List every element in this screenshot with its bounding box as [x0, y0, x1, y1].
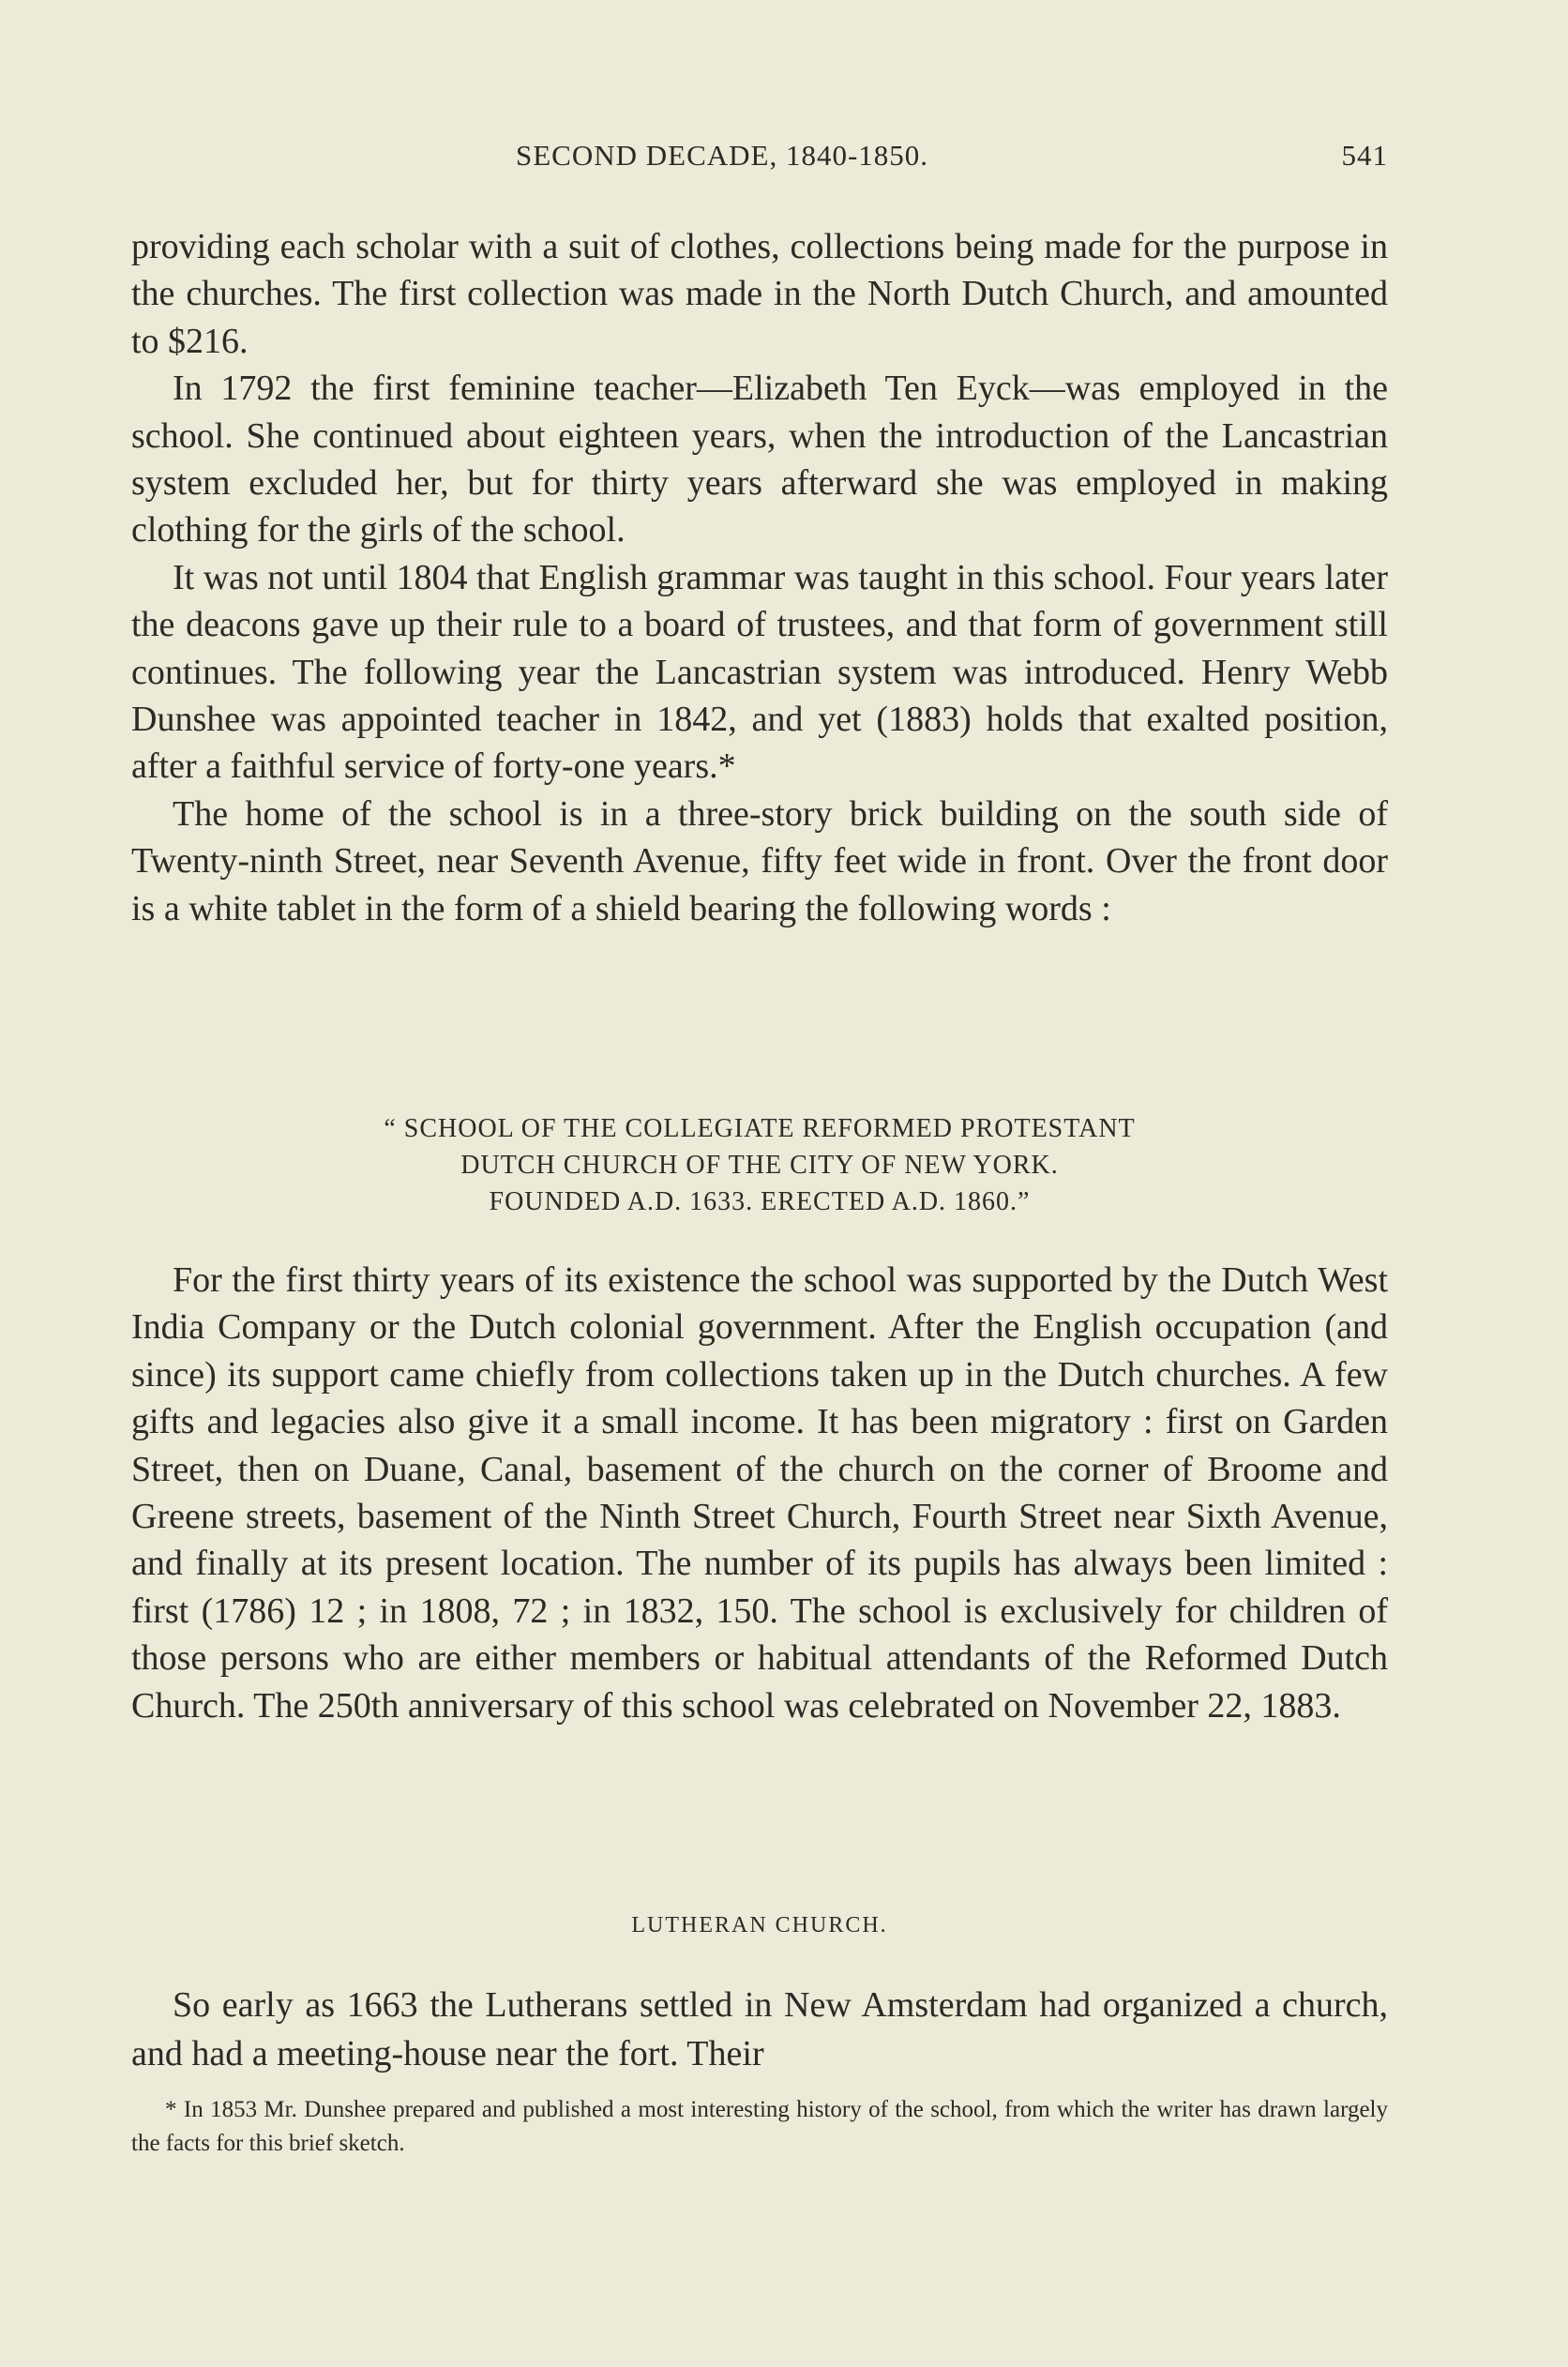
section-body-text [131, 1981, 1388, 2078]
paragraph: providing each scholar with a suit of clothes, collections being made for the purpose in the churches. The first collection was made in the North Dutch Church, and amounted to $216. [131, 227, 1388, 361]
inscription-line: “ SCHOOL OF THE COLLEGIATE REFORMED PROTESTANT [384, 1114, 1136, 1143]
running-head-title: SECOND DECADE, 1840-1850. [516, 139, 929, 172]
paragraph: In 1792 the first feminine teacher—Elizabeth Ten Eyck—was employed in the school. She continued about eighteen years, when the introduction of the Lancastrian system excluded her, but for thirty years afterward she was employed in making clothing for the girls of the school. [131, 369, 1388, 550]
paragraph: So early as 1663 the Lutherans settled in New Amsterdam had organized a church, and had a meeting-house near the fort. Their [131, 1985, 1388, 2073]
body-text-continued [131, 1257, 1388, 1729]
footnote [131, 2093, 1388, 2161]
body-text [131, 223, 1388, 932]
footnote-text: * In 1853 Mr. Dunshee prepared and published a most interesting history of the school, from which the writer has drawn largely the facts for this brief sketch. [131, 2097, 1388, 2156]
tablet-inscription [131, 1110, 1388, 1220]
paragraph: For the first thirty years of its existence the school was supported by the Dutch West India Company or the Dutch colonial government. After the English occupation (and since) its support came chiefly from collections taken up in the Dutch churches. A few gifts and legacies also give it a small income. It has been migratory : first on Garden Street, then on Duane, Canal, basement of the church on the corner of Broome and Greene streets, basement of the Ninth Street Church, Fourth Street near Sixth Avenue, and finally at its present location. The number of its pupils has always been limited : first (1786) 12 ; in 1808, 72 ; in 1832, 150. The school is exclusively for children of those persons who are either members or habitual attendants of the Reformed Dutch Church. The 250th anniversary of this school was celebrated on November 22, 1883. [131, 1260, 1388, 1726]
inscription-line: DUTCH CHURCH OF THE CITY OF NEW YORK. [460, 1151, 1059, 1180]
paragraph: It was not until 1804 that English grammar was taught in this school. Four years later the deacons gave up their rule to a board of trustees, and that form of government still continues. The following year the Lancastrian system was introduced. Henry Webb Dunshee was appointed teacher in 1842, and yet (1883) holds that exalted position, after a faithful service of forty-one years.* [131, 557, 1389, 787]
page-number: 541 [1341, 139, 1388, 172]
paragraph: The home of the school is in a three-story brick building on the south side of Twenty-ninth Street, near Seventh Avenue, fifty feet wide in front. Over the front door is a white tablet in the form of a shield bearing the following words : [131, 793, 1388, 928]
section-heading: LUTHERAN CHURCH. [631, 1913, 888, 1937]
running-head [131, 139, 1388, 180]
inscription-line: FOUNDED A.D. 1633. ERECTED A.D. 1860.” [489, 1187, 1031, 1216]
